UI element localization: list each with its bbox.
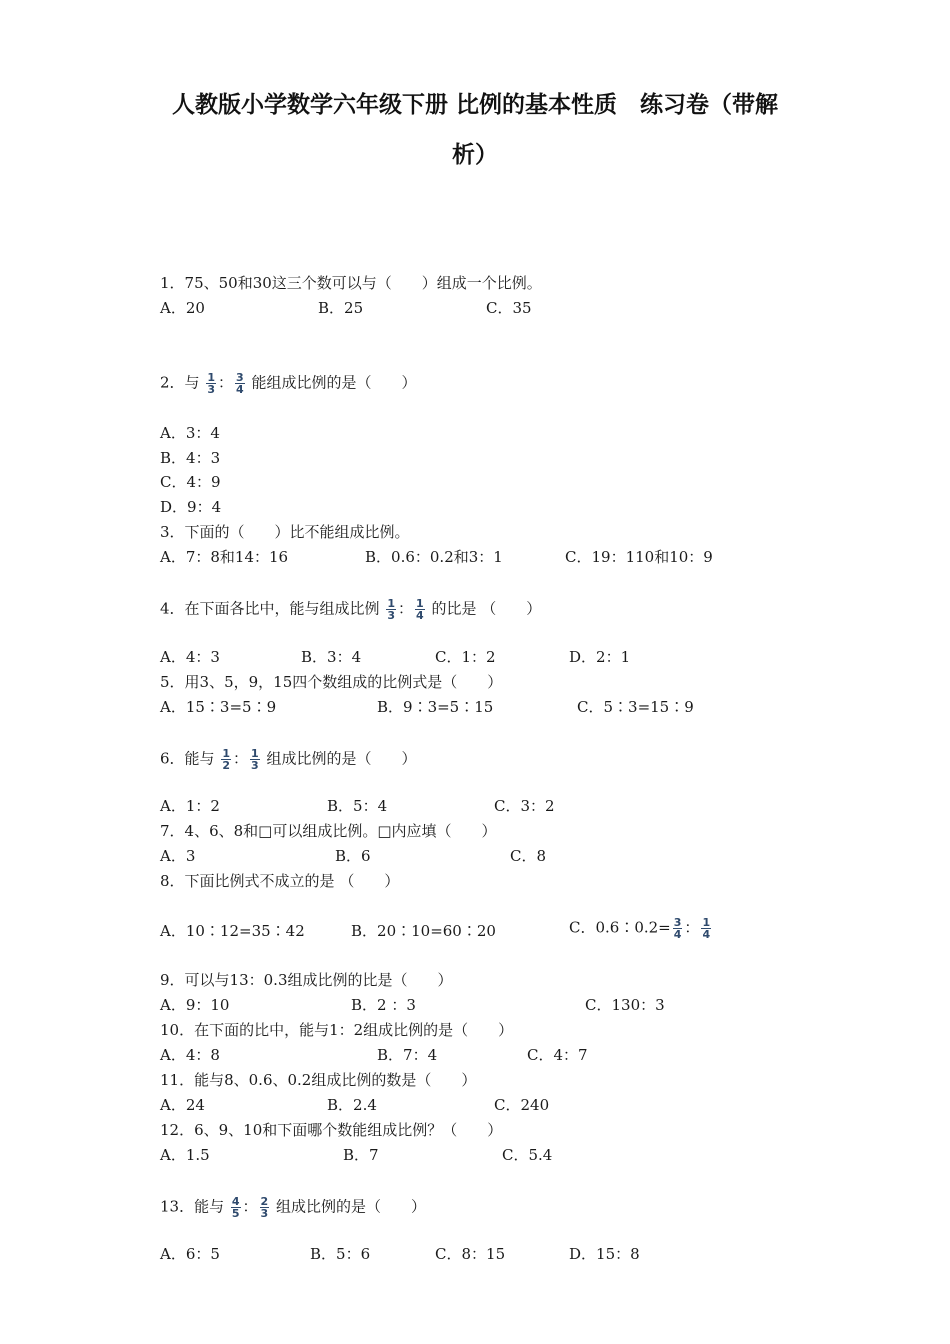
question-1-stem: 1．75、50和30这三个数可以与（ ）组成一个比例。 (160, 274, 542, 292)
q1-option-c: C．35 (486, 299, 532, 317)
q8-option-b: B．20∶10=60∶20 (351, 922, 496, 940)
question-5-stem: 5．用3、5，9，15四个数组成的比例式是（ ） (160, 673, 503, 691)
q13-fraction-1 (231, 1196, 241, 1219)
q4-frac2-numerator: 1 (416, 597, 424, 610)
q13-stem-pre: 13．能与 (160, 1197, 225, 1216)
q11-option-b: B．2.4 (327, 1096, 377, 1114)
page-title-line-1: 人教版小学数学六年级下册 比例的基本性质 练习卷（带解 (171, 92, 778, 118)
q4-stem-post: 的比是 （ ） (431, 599, 542, 618)
q8-frac2-denominator: 4 (702, 928, 711, 941)
q4-frac1-numerator: 1 (387, 597, 395, 610)
question-12-stem: 12．6、9、10和下面哪个数能组成比例？（ ） (160, 1121, 503, 1139)
q7-option-b: B．6 (335, 847, 371, 865)
q1-option-a: A．20 (160, 299, 205, 317)
q4-frac1-denominator: 3 (387, 609, 395, 622)
q10-option-b: B．7：4 (377, 1046, 438, 1064)
q8-frac1-numerator: 3 (673, 916, 682, 929)
q3-option-c: C．19：110和10：9 (565, 548, 713, 566)
question-8-stem: 8．下面比例式不成立的是 （ ） (160, 872, 400, 890)
q4-fraction-1 (386, 598, 396, 621)
q2-stem-pre: 2．与 (160, 373, 200, 392)
q8-option-c-prefix: C．0.6∶0.2= (569, 918, 671, 937)
q4-option-c: C．1：2 (435, 648, 496, 666)
q2-frac2-numerator: 3 (236, 371, 244, 384)
q4-option-a: A．4：3 (160, 648, 220, 666)
q6-stem-post: 组成比例的是（ ） (266, 749, 417, 768)
q11-option-a: A．24 (160, 1096, 205, 1114)
q10-option-a: A．4：8 (160, 1046, 220, 1064)
q2-frac1-numerator: 1 (207, 371, 215, 384)
question-4-stem (160, 598, 541, 621)
q9-option-c: C．130：3 (585, 996, 665, 1014)
q6-frac1-denominator: 2 (222, 759, 230, 772)
q6-frac2-numerator: 1 (251, 747, 259, 760)
q8-frac1-denominator: 4 (673, 928, 682, 941)
q13-option-b: B．5：6 (310, 1245, 371, 1263)
q3-option-a: A．7：8和14：16 (160, 548, 289, 566)
question-6-stem (160, 748, 416, 771)
q13-fraction-2 (260, 1196, 270, 1219)
q6-option-b: B．5：4 (327, 797, 388, 815)
q13-option-c: C．8：15 (435, 1245, 506, 1263)
q4-option-d: D．2：1 (569, 648, 631, 666)
q2-ratio-sep: ： (217, 373, 233, 392)
q13-stem-post: 组成比例的是（ ） (275, 1197, 426, 1216)
q1-option-b: B．25 (318, 299, 364, 317)
q8-fraction-2 (701, 917, 711, 940)
q5-option-b: B．9∶3=5∶15 (377, 698, 494, 716)
q8-option-c (569, 917, 713, 940)
q2-option-b: B．4：3 (160, 449, 221, 467)
question-2-stem (160, 372, 416, 395)
q8-option-a: A．10∶12=35∶42 (160, 922, 305, 940)
q5-option-c: C．5∶3=15∶9 (577, 698, 694, 716)
q12-option-b: B．7 (343, 1146, 379, 1164)
q7-option-c: C．8 (510, 847, 547, 865)
q8-frac2-numerator: 1 (702, 916, 711, 929)
q6-frac2-denominator: 3 (251, 759, 259, 772)
q9-option-a: A．9：10 (160, 996, 230, 1014)
q4-ratio-sep: ： (397, 599, 413, 618)
q8-ratio-sep: ： (684, 918, 700, 937)
q13-frac1-numerator: 4 (231, 1195, 240, 1208)
q13-frac2-numerator: 2 (260, 1195, 269, 1208)
page-title-line-2: 析） (452, 142, 498, 168)
q6-option-c: C．3：2 (494, 797, 555, 815)
question-3-stem: 3．下面的（ ）比不能组成比例。 (160, 523, 410, 541)
question-13-stem (160, 1196, 426, 1219)
q10-option-c: C．4：7 (527, 1046, 588, 1064)
question-10-stem: 10．在下面的比中，能与1：2组成比例的是（ ） (160, 1021, 514, 1039)
q4-fraction-2 (415, 598, 425, 621)
q2-frac1-denominator: 3 (207, 383, 215, 396)
q6-stem-pre: 6．能与 (160, 749, 215, 768)
question-9-stem: 9．可以与13：0.3组成比例的比是（ ） (160, 971, 453, 989)
question-7-stem: 7．4、6、8和□可以组成比例。□内应填（ ） (160, 822, 497, 840)
q6-fraction-2 (250, 748, 260, 771)
q13-frac2-denominator: 3 (260, 1207, 269, 1220)
q6-fraction-1 (221, 748, 231, 771)
q2-stem-post: 能组成比例的是（ ） (251, 373, 417, 392)
q13-option-a: A．6：5 (160, 1245, 220, 1263)
q8-fraction-1 (673, 917, 683, 940)
q4-option-b: B．3：4 (301, 648, 362, 666)
q5-option-a: A．15∶3=5∶9 (160, 698, 277, 716)
q4-frac2-denominator: 4 (416, 609, 424, 622)
q9-option-b: B．2 ：3 (351, 996, 416, 1014)
q7-option-a: A．3 (160, 847, 196, 865)
q6-frac1-numerator: 1 (222, 747, 230, 760)
q2-option-c: C．4：9 (160, 473, 221, 491)
q2-frac2-denominator: 4 (236, 383, 244, 396)
q11-option-c: C．240 (494, 1096, 550, 1114)
q6-ratio-sep: ： (232, 749, 248, 768)
q13-frac1-denominator: 5 (231, 1207, 240, 1220)
q2-option-a: A．3：4 (160, 424, 220, 442)
q2-fraction-2 (235, 372, 245, 395)
q2-fraction-1 (206, 372, 216, 395)
question-11-stem: 11．能与8、0.6、0.2组成比例的数是（ ） (160, 1071, 477, 1089)
q13-option-d: D．15：8 (569, 1245, 640, 1263)
q6-option-a: A．1：2 (160, 797, 220, 815)
q3-option-b: B．0.6：0.2和3：1 (365, 548, 503, 566)
q13-ratio-sep: ： (242, 1197, 258, 1216)
q12-option-c: C．5.4 (502, 1146, 553, 1164)
q12-option-a: A．1.5 (160, 1146, 210, 1164)
q4-stem-pre: 4．在下面各比中，能与组成比例 (160, 599, 380, 618)
q2-option-d: D．9：4 (160, 498, 222, 516)
